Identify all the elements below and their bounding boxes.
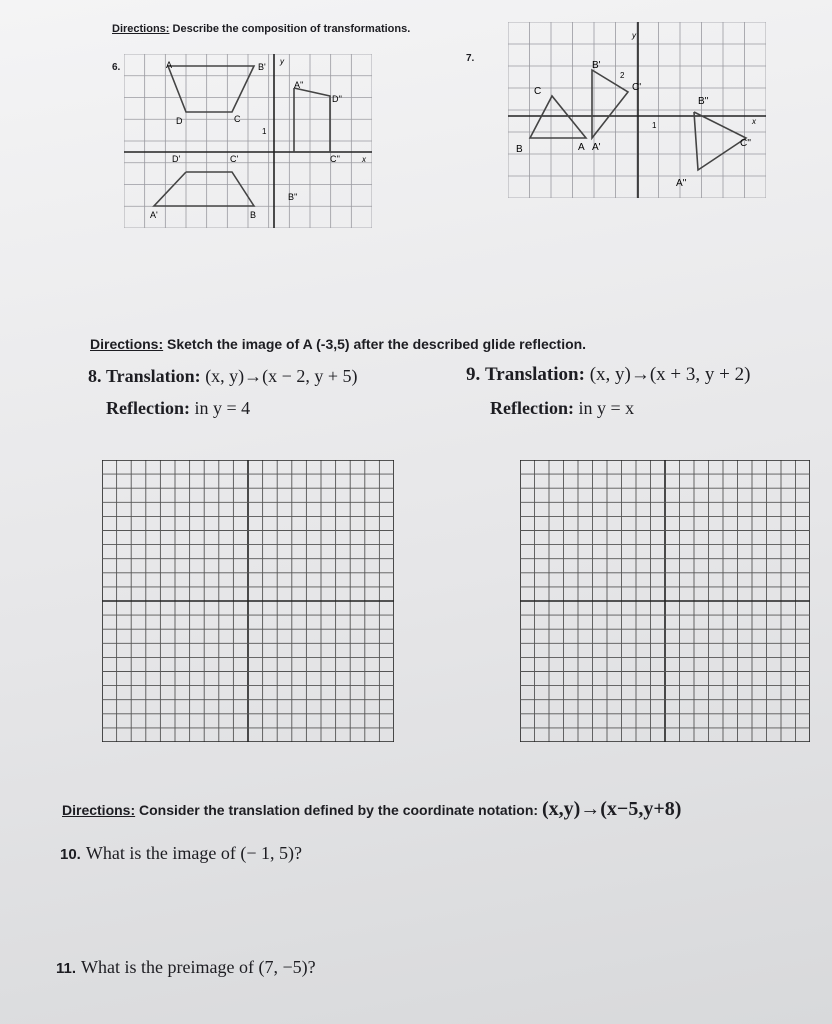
problem-8-translation-rule: (x, y)→(x − 2, y + 5)	[205, 366, 358, 386]
problem-6-label-B-dprime: B''	[288, 192, 298, 202]
part2-directions-label: Directions:	[90, 336, 164, 352]
problem-6-label-D: D	[176, 116, 183, 126]
part3-translation-rule: (x,y)→(x−5,y+8)	[541, 798, 682, 820]
problem-6-label-C-prime: C'	[230, 154, 239, 164]
problem-6-label-C: C	[234, 114, 241, 124]
question-10-text: What is the image of (− 1, 5)?	[85, 843, 302, 863]
problem-6-label-A: A	[166, 60, 173, 70]
problem-7-label-A-prime: A'	[592, 142, 601, 153]
problem-6-number: 6.	[112, 62, 121, 73]
question-11-text: What is the preimage of (7, −5)?	[81, 957, 316, 977]
problem-8-answer-grid[interactable]	[102, 460, 394, 742]
problem-6-figure-prime	[154, 172, 254, 206]
problem-6-label-A-prime: A'	[150, 210, 158, 220]
problem-9-reflection-label: Reflection:	[490, 398, 574, 418]
problem-6-label-y: y	[280, 57, 284, 66]
problem-6-label-B: B	[250, 210, 257, 220]
problem-7-label-two: 2	[620, 71, 625, 80]
problem-8-reflection	[106, 398, 250, 419]
problem-6-label-C-dprime: C''	[330, 154, 340, 164]
problem-7-label-x: x	[752, 117, 756, 126]
part1-directions	[112, 23, 410, 35]
problem-9-number: 9.	[466, 364, 481, 385]
part1-directions-text: Describe the composition of transformations.	[172, 23, 411, 35]
problem-9-reflection	[490, 398, 634, 419]
problem-6-label-x: x	[362, 155, 366, 164]
problem-7-label-B-dprime: B''	[698, 96, 709, 107]
problem-8-translation-label: Translation:	[106, 366, 201, 386]
problem-8-reflection-label: Reflection:	[106, 398, 190, 418]
problem-7-label-A: A	[578, 142, 585, 153]
part3-directions-text: Consider the translation defined by the coordinate notation:	[139, 802, 539, 818]
problem-8-reflection-rule: in y = 4	[194, 398, 251, 418]
part1-directions-label: Directions:	[112, 23, 170, 35]
part3-directions	[62, 798, 681, 821]
part2-directions-text: Sketch the image of A (-3,5) after the described glide reflection.	[167, 336, 587, 352]
question-11-number: 11.	[56, 960, 77, 977]
problem-9-reflection-rule: in y = x	[578, 398, 635, 418]
problem-9-translation-label: Translation:	[485, 364, 585, 385]
question-10-number: 10.	[60, 846, 81, 863]
problem-7-label-C: C	[534, 86, 542, 97]
problem-9-translation	[466, 364, 750, 386]
problem-6-graph	[124, 54, 372, 228]
problem-8-translation	[88, 366, 357, 387]
problem-7-label-B-prime: B'	[592, 60, 601, 71]
problem-7-label-B: B	[516, 144, 523, 155]
problem-9-translation-rule: (x, y)→(x + 3, y + 2)	[589, 364, 751, 385]
problem-6-label-B-prime: B'	[258, 62, 266, 72]
question-10	[60, 843, 302, 864]
problem-9-answer-grid[interactable]	[520, 460, 810, 742]
problem-7-label-C-dprime: C''	[740, 138, 752, 149]
question-11	[56, 957, 316, 978]
problem-6-label-D-dprime: D''	[332, 94, 342, 104]
problem-6-label-one: 1	[262, 127, 267, 136]
part2-directions	[90, 336, 586, 352]
problem-6-label-D-prime: D'	[172, 154, 181, 164]
problem-7-graph	[508, 22, 766, 198]
part3-directions-label: Directions:	[62, 802, 136, 818]
problem-8-number: 8.	[88, 366, 102, 386]
problem-7-label-A-dprime: A''	[676, 178, 687, 189]
problem-7-number: 7.	[466, 53, 475, 64]
problem-6-label-A-dprime: A''	[294, 80, 304, 90]
problem-7-triangle-prime	[592, 70, 628, 138]
problem-7-label-y: y	[632, 31, 636, 40]
problem-7-label-C-prime: C'	[632, 82, 642, 93]
problem-6-figure-ABCD	[168, 66, 254, 112]
problem-7-label-one: 1	[652, 121, 657, 130]
